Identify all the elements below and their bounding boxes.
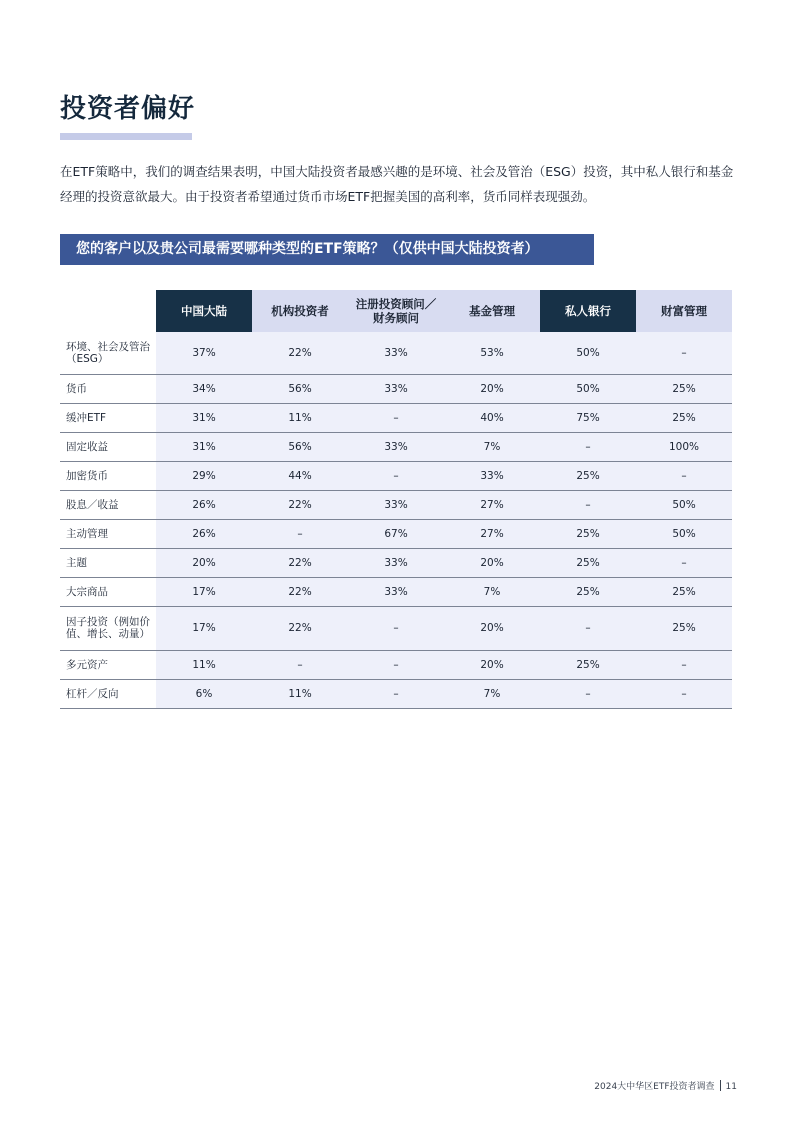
- table-cell: 17%: [156, 606, 252, 650]
- table-cell: 20%: [444, 650, 540, 679]
- table-cell: 22%: [252, 548, 348, 577]
- table-cell: –: [348, 606, 444, 650]
- column-header-fund-management: 基金管理: [444, 290, 540, 332]
- table-cell: 34%: [156, 374, 252, 403]
- table-cell: 25%: [636, 606, 732, 650]
- table-cell: 20%: [156, 548, 252, 577]
- row-label: 货币: [60, 374, 156, 403]
- table-cell: 33%: [348, 432, 444, 461]
- table-cell: 33%: [348, 490, 444, 519]
- row-label: 大宗商品: [60, 577, 156, 606]
- table-cell: 26%: [156, 490, 252, 519]
- table-cell: 33%: [348, 332, 444, 374]
- table-cell: –: [636, 650, 732, 679]
- table-row: [60, 606, 732, 650]
- table-cell: 22%: [252, 577, 348, 606]
- section-banner: 您的客户以及贵公司最需要哪种类型的ETF策略？（仅供中国大陆投资者）: [60, 234, 594, 265]
- table-cell: 17%: [156, 577, 252, 606]
- row-label: 因子投资（例如价值、增长、动量）: [60, 606, 156, 650]
- table-cell: 26%: [156, 519, 252, 548]
- table-cell: 33%: [348, 577, 444, 606]
- table-cell: 25%: [540, 519, 636, 548]
- table-cell: –: [252, 519, 348, 548]
- row-label: 主题: [60, 548, 156, 577]
- page-footer: [594, 1079, 737, 1092]
- table-cell: 25%: [636, 403, 732, 432]
- table-cell: 50%: [636, 490, 732, 519]
- table-cell: 20%: [444, 606, 540, 650]
- table-cell: 31%: [156, 403, 252, 432]
- table-cell: 67%: [348, 519, 444, 548]
- table-cell: 75%: [540, 403, 636, 432]
- table-cell: –: [540, 432, 636, 461]
- table-cell: 7%: [444, 432, 540, 461]
- table-cell: 27%: [444, 490, 540, 519]
- table-cell: –: [636, 679, 732, 708]
- table-cell: 25%: [636, 374, 732, 403]
- table-row: [60, 432, 732, 461]
- table-cell: 25%: [540, 461, 636, 490]
- table-cell: –: [348, 650, 444, 679]
- table-cell: –: [540, 490, 636, 519]
- table-cell: –: [348, 679, 444, 708]
- table-cell: –: [252, 650, 348, 679]
- column-header-ria-fa: 注册投资顾问／财务顾问: [348, 290, 444, 332]
- title-accent-bar: [60, 133, 192, 140]
- table-header-row: [60, 290, 732, 332]
- table-cell: 7%: [444, 679, 540, 708]
- table-cell: –: [348, 403, 444, 432]
- table-cell: 11%: [252, 679, 348, 708]
- table-row: [60, 374, 732, 403]
- table-cell: 25%: [540, 548, 636, 577]
- column-header-mainland-china: 中国大陆: [156, 290, 252, 332]
- footer-page-number: 11: [725, 1082, 737, 1092]
- table-row: [60, 403, 732, 432]
- table-cell: 25%: [636, 577, 732, 606]
- table-cell: 33%: [348, 548, 444, 577]
- table-row: [60, 461, 732, 490]
- table-cell: 6%: [156, 679, 252, 708]
- table-cell: 37%: [156, 332, 252, 374]
- row-label: 加密货币: [60, 461, 156, 490]
- row-label: 杠杆／反向: [60, 679, 156, 708]
- table-cell: 11%: [156, 650, 252, 679]
- table-cell: –: [636, 332, 732, 374]
- table-cell: –: [636, 461, 732, 490]
- row-label: 环境、社会及管治（ESG）: [60, 332, 156, 374]
- row-label: 多元资产: [60, 650, 156, 679]
- footer-divider: [720, 1080, 721, 1091]
- table-row: [60, 679, 732, 708]
- page-title: 投资者偏好: [60, 94, 196, 124]
- table-cell: 100%: [636, 432, 732, 461]
- table-cell: 29%: [156, 461, 252, 490]
- table-cell: 40%: [444, 403, 540, 432]
- footer-doc-title: 2024大中华区ETF投资者调查: [594, 1082, 715, 1092]
- table-row: [60, 332, 732, 374]
- table-corner: [60, 290, 156, 332]
- table-cell: 50%: [540, 374, 636, 403]
- table-row: [60, 519, 732, 548]
- table-cell: 33%: [444, 461, 540, 490]
- column-header-institutional: 机构投资者: [252, 290, 348, 332]
- row-label: 主动管理: [60, 519, 156, 548]
- table-cell: –: [636, 548, 732, 577]
- table-cell: 22%: [252, 490, 348, 519]
- table-cell: 25%: [540, 650, 636, 679]
- table-cell: 22%: [252, 332, 348, 374]
- table-cell: 50%: [636, 519, 732, 548]
- table-cell: –: [348, 461, 444, 490]
- etf-strategy-table: [60, 290, 732, 709]
- table-cell: 11%: [252, 403, 348, 432]
- row-label: 缓冲ETF: [60, 403, 156, 432]
- table-cell: –: [540, 606, 636, 650]
- intro-paragraph: 在ETF策略中，我们的调查结果表明，中国大陆投资者最感兴趣的是环境、社会及管治（ESG）投资，其中私人银行和基金经理的投资意欲最大。由于投资者希望通过货币市场ETF把握美国的高利率，货币同样表现强劲。: [60, 164, 734, 204]
- table-cell: 31%: [156, 432, 252, 461]
- table-cell: 50%: [540, 332, 636, 374]
- table-cell: 33%: [348, 374, 444, 403]
- column-header-private-bank: 私人银行: [540, 290, 636, 332]
- table-cell: –: [540, 679, 636, 708]
- table-cell: 20%: [444, 374, 540, 403]
- table-row: [60, 650, 732, 679]
- table-cell: 44%: [252, 461, 348, 490]
- table-row: [60, 548, 732, 577]
- table-row: [60, 577, 732, 606]
- table-cell: 22%: [252, 606, 348, 650]
- table-cell: 27%: [444, 519, 540, 548]
- table-cell: 53%: [444, 332, 540, 374]
- table-cell: 7%: [444, 577, 540, 606]
- table-cell: 25%: [540, 577, 636, 606]
- table-cell: 20%: [444, 548, 540, 577]
- table-cell: 56%: [252, 432, 348, 461]
- table-cell: 56%: [252, 374, 348, 403]
- column-header-wealth-management: 财富管理: [636, 290, 732, 332]
- row-label: 固定收益: [60, 432, 156, 461]
- row-label: 股息／收益: [60, 490, 156, 519]
- table-row: [60, 490, 732, 519]
